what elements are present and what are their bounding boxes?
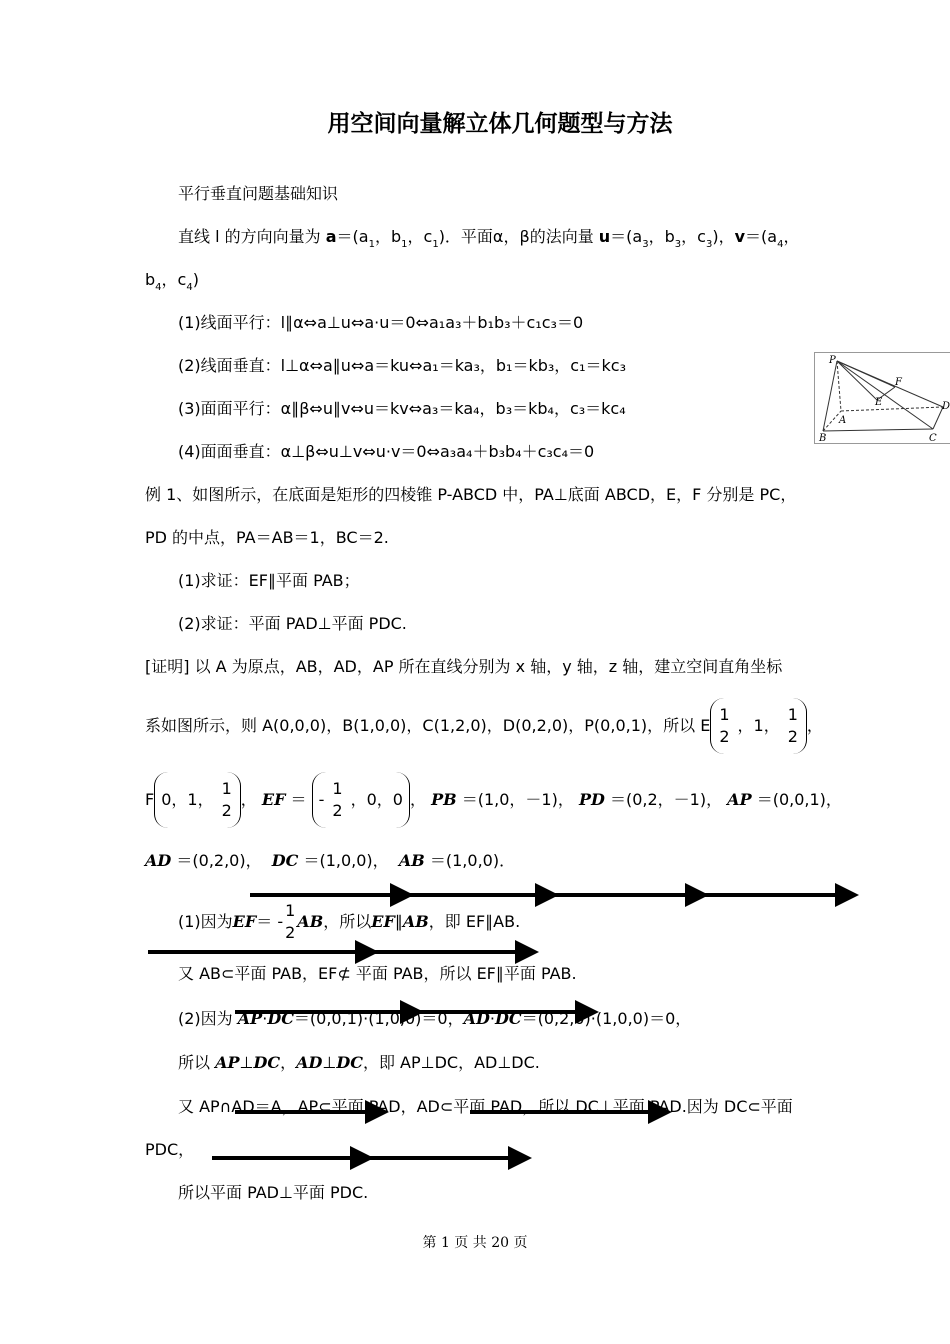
- vector-ef-coords: - 1 2 ，0，0: [312, 772, 410, 828]
- intro-line-1: 直线 l 的方向向量为 $a=(a_1$，$b_1$，$c_1$)．平面α，β的法向量 $u=(a_3$，$b_3$，$c_3$)，$v=(a_4$，: [178, 227, 800, 250]
- proof-step-2: 又 AB⊂平面 PAB，EF⊄ 平面 PAB，所以 EF∥平面 PAB.: [178, 964, 577, 983]
- rule-line-parallel-line-plane: (1)线面平行：l∥α⇔a⊥u⇔a·u＝0⇔a₁a₃＋b₁b₃＋c₁c₃＝0: [178, 313, 584, 332]
- proof-line-3: F 0，1， 1 2 ， EF ＝ - 1 2 ，0，0 ， PB ＝(1,0，－1)， PD ＝(0,2，－1)， AP ＝(0,0,1)，: [145, 772, 842, 828]
- figure-label-a: A: [839, 415, 847, 426]
- section-heading: 平行垂直问题基础知识: [178, 184, 339, 203]
- figure-label-p: P: [829, 355, 836, 366]
- intro-line-2: $b_4$，$c_4$): [145, 270, 199, 293]
- proof-conclusion: 所以平面 PAD⊥平面 PDC.: [178, 1183, 369, 1202]
- rule-line-parallel-planes: (3)面面平行：α∥β⇔u∥v⇔u＝kv⇔a₃＝ka₄，b₃＝kb₄，c₃＝kc₄: [178, 399, 626, 418]
- rule-line-perpendicular-line-plane: (2)线面垂直：l⊥α⇔a∥u⇔a＝ku⇔a₁＝ka₃，b₁＝kb₃，c₁＝kc₃: [178, 356, 626, 375]
- vector-e-coords: 1 2 ，1， 1 2: [710, 698, 807, 754]
- page-title: 用空间向量解立体几何题型与方法: [327, 111, 673, 137]
- figure-label-e: E: [875, 397, 883, 408]
- figure-label-c: C: [929, 433, 937, 443]
- proof-step-6: PDC，: [145, 1140, 195, 1159]
- proof-line-4: AD ＝(0,2,0)， DC ＝(1,0,0)， AB ＝(1,0,0)．: [145, 851, 516, 870]
- proof-line-1: [证明] 以 A 为原点，AB，AD，AP 所在直线分别为 x 轴，y 轴，z 轴，建立空间直角坐标: [145, 657, 783, 676]
- proof-step-1: (1)因为 EF ＝ - 1 2 AB ，所以 EF ∥ AB ，即 EF∥AB.: [178, 901, 521, 942]
- question-2: (2)求证：平面 PAD⊥平面 PDC.: [178, 614, 407, 633]
- question-1: (1)求证：EF∥平面 PAB；: [178, 571, 360, 590]
- figure-label-d: D: [942, 401, 950, 412]
- proof-step-3: (2)因为 AP·DC＝(0,0,1)·(1,0,0)＝0，AD·DC＝(0,2,0)·(1,0,0)＝0，: [178, 1009, 692, 1028]
- proof-step-5: 又 AP∩AD＝A，AP⊂平面 PAD，AD⊂平面 PAD，所以 DC⊥平面 PAD.因为 DC⊂平面: [178, 1097, 793, 1116]
- figure-label-f: F: [895, 377, 902, 388]
- page-footer: 第 1 页 共 20 页: [422, 1235, 528, 1251]
- example-line-2: PD 的中点，PA＝AB＝1，BC＝2.: [145, 528, 389, 547]
- rule-line-perpendicular-planes: (4)面面垂直：α⊥β⇔u⊥v⇔u·v＝0⇔a₃a₄＋b₃b₄＋c₃c₄＝0: [178, 442, 595, 461]
- proof-step-4: 所以 AP⊥DC，AD⊥DC，即 AP⊥DC，AD⊥DC.: [178, 1053, 540, 1072]
- figure-label-b: B: [819, 433, 827, 443]
- proof-line-2: 系如图所示，则 A(0,0,0)，B(1,0,0)，C(1,2,0)，D(0,2,0)，P(0,0,1)，所以 E 1 2 ，1， 1 2 ，: [145, 698, 823, 754]
- vector-f-coords: 0，1， 1 2: [154, 772, 241, 828]
- example-line-1: 例 1、如图所示，在底面是矩形的四棱锥 P-ABCD 中，PA⊥底面 ABCD，E，F 分别是 PC，: [145, 485, 797, 504]
